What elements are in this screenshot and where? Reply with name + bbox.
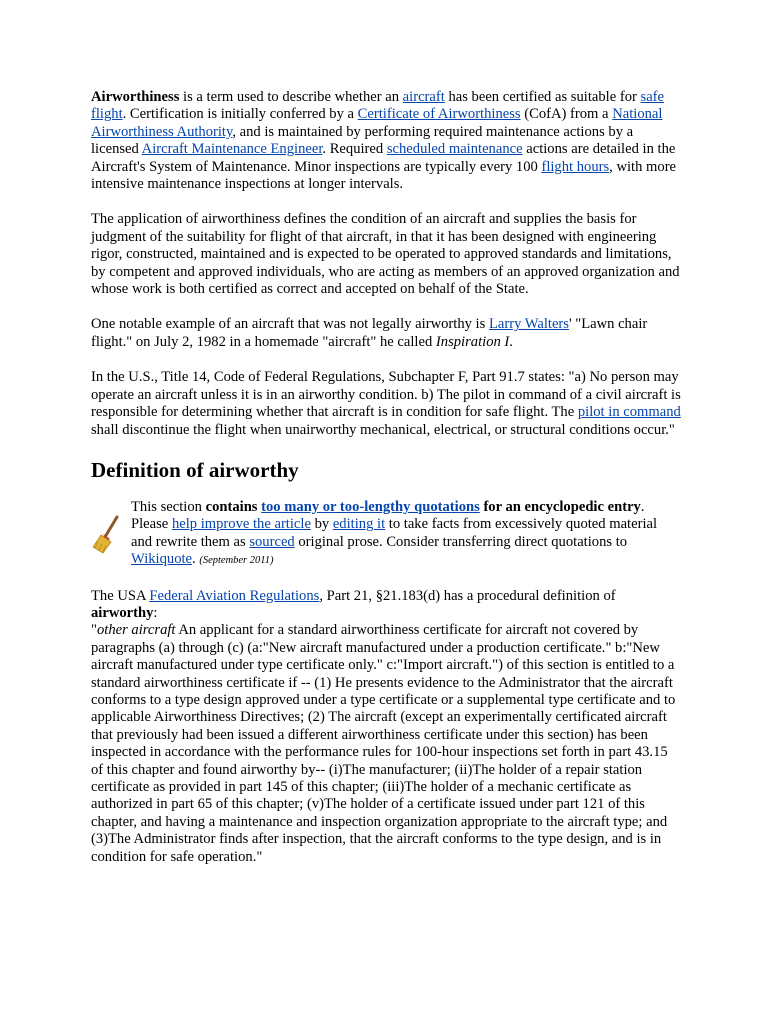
text: , Part 21, §21.183(d) has a procedural definition of: [319, 587, 616, 604]
text: In the U.S., Title 14, Code of Federal Regulations, Subchapter F, Part 91.7 states: "a) No person may operate an aircraft unless it is in an airworthy condition. b) The pilot in command of a civil aircraft is responsible for determining whether that aircraft is in condition for safe flight. The: [91, 369, 681, 421]
text: shall discontinue the flight when unairworthy mechanical, electrical, or structural conditions occur.": [91, 421, 675, 438]
link-pilot-in-command[interactable]: pilot in command: [577, 404, 681, 421]
example-paragraph: [91, 316, 681, 351]
text: .: [509, 333, 513, 350]
text: . Please: [131, 498, 645, 533]
link-safe-flight[interactable]: safe flight: [91, 89, 665, 123]
text: One notable example of an aircraft that was not legally airworthy is: [91, 316, 489, 333]
text: original prose. Consider transferring direct quotations to: [294, 533, 628, 550]
text: This section: [131, 498, 206, 515]
term-airworthiness: Airworthiness: [91, 89, 180, 105]
text: to take facts from excessively quoted material and rewrite them as: [131, 516, 658, 550]
link-editing-it[interactable]: editing it: [332, 516, 386, 533]
text: . Required: [322, 141, 387, 158]
link-aircraft[interactable]: aircraft: [402, 89, 445, 105]
text: is a term used to describe whether an: [179, 89, 403, 105]
intro-paragraph: [91, 89, 681, 193]
text: (CofA) from a: [520, 106, 613, 123]
text: actions are detailed in the Aircraft's System of Maintenance. Minor inspections are typically every 100: [91, 141, 676, 175]
text: has been certified as suitable for: [444, 89, 641, 105]
link-larry-walters[interactable]: Larry Walters: [488, 316, 569, 333]
far-intro: [91, 588, 681, 623]
link-scheduled-maintenance[interactable]: scheduled maintenance: [386, 141, 523, 158]
article-body: [91, 89, 681, 866]
link-national-airworthiness-authority[interactable]: National Airworthiness Authority: [91, 106, 663, 140]
text: . Certification is initially conferred by a: [122, 106, 358, 123]
far-definition: [91, 588, 681, 867]
section-heading: Definition of airworthy: [91, 457, 299, 482]
far-quote: [91, 622, 681, 866]
text: :: [153, 604, 158, 621]
notice-date: (September 2011): [199, 555, 274, 567]
bold-text: for an encyclopedic entry: [479, 498, 641, 515]
application-paragraph: The application of airworthiness defines the condition of an aircraft and supplies the basis for judgment of the suitability for flight of that aircraft, in that it has been designed with engineering rigor, constructed, maintained and is expected to be operated to approved standards and limitations, by competent and approved individuals, who are acting as members of an approved organization and whose work is both certified as correct and accepted on behalf of the State.: [91, 211, 680, 298]
link-flight-hours[interactable]: flight hours: [541, 158, 610, 175]
link-aircraft-maintenance-engineer[interactable]: Aircraft Maintenance Engineer: [141, 141, 323, 158]
link-wikiquote[interactable]: Wikiquote: [131, 551, 193, 568]
notice-text: [131, 499, 681, 570]
bold-text: contains: [205, 498, 262, 515]
text: The USA: [91, 587, 150, 604]
cfr-paragraph: [91, 369, 681, 439]
text: , with more intensive maintenance inspections at longer intervals.: [91, 158, 677, 193]
inspiration-title: Inspiration I: [435, 333, 510, 350]
link-sourced[interactable]: sourced: [249, 533, 295, 550]
text: ": [91, 622, 97, 639]
broom-icon: [91, 515, 125, 555]
link-too-many-quotations[interactable]: too many or too-lengthy quotations: [261, 498, 480, 515]
link-federal-aviation-regulations[interactable]: Federal Aviation Regulations: [149, 587, 320, 604]
text: , and is maintained by performing required maintenance actions by a licensed: [91, 123, 634, 158]
text: An applicant for a standard airworthiness certificate for aircraft not covered by paragraphs (a) through (c) (a:"New aircraft manufactured under a production certificate." b:"New aircraft manufactured under type certificate only." c:"Import aircraft.") of this section is entitled to a standard airworthiness certificate if -- (1) He presents evidence to the Administrator that the aircraft conforms to a type design approved under a type certificate or a supplemental type certificate and to applicable Airworthiness Directives; (2) The aircraft (except an experimentally certificated aircraft that previously had been issued a different airworthiness certificate under this section) has been inspected in accordance with the performance rules for 100-hour inspections set forth in part 43.15 of this chapter and found airworthy by-- (i)The manufacturer; (ii)The holder of a repair station certificate as provided in part 145 of this chapter; (iii)The holder of a mechanic certificate as authorized in part 65 of this chapter; (v)The holder of a certificate issued under part 121 of this chapter, and having a maintenance and inspection organization appropriate to the aircraft type; and (3)The Administrator finds after inspection, that the aircraft conforms to the type design, and is in condition for safe operation.": [91, 622, 676, 865]
text: ' "Lawn chair flight." on July 2, 1982 in a homemade "aircraft" he called: [91, 316, 648, 350]
quotation-notice: [91, 499, 681, 570]
other-aircraft-term: other aircraft: [96, 622, 176, 639]
link-certificate-of-airworthiness[interactable]: Certificate of Airworthiness: [357, 106, 521, 123]
text: by: [310, 516, 333, 533]
text: .: [192, 551, 200, 568]
link-help-improve[interactable]: help improve the article: [171, 516, 311, 533]
term-airworthy: airworthy: [91, 604, 154, 621]
